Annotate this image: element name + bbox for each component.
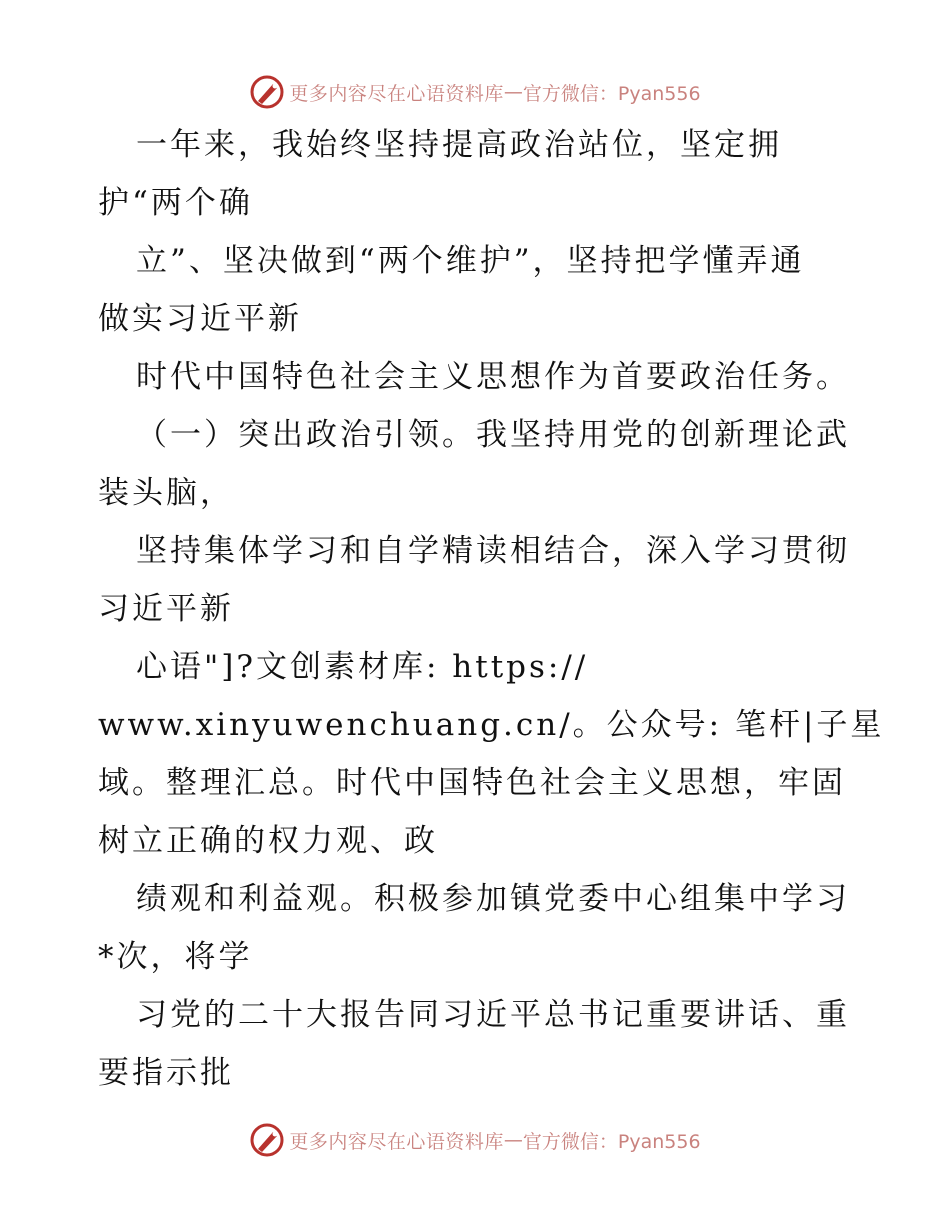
text-line: www.xinyuwenchuang.cn/。公众号: 笔杆|子星 (98, 707, 885, 743)
text-line: 时代中国特色社会主义思想作为首要政治任务。 (136, 359, 850, 395)
header-watermark (0, 72, 950, 112)
footer-watermark (0, 1120, 950, 1160)
text-line: 要指示批 (98, 1055, 234, 1091)
document-body (98, 116, 885, 1102)
text-line: 装头脑， (98, 475, 234, 511)
text-line: 一年来，我始终坚持提高政治站位，坚定拥 (136, 127, 782, 163)
header-text: 更多内容尽在心语资料库 (289, 82, 504, 105)
text-line: 绩观和利益观。积极参加镇党委中心组集中学习 (136, 881, 850, 917)
text-line: 心语"]?文创素材库: https:// (136, 649, 589, 685)
text-line: 做实习近平新 (98, 301, 302, 337)
footer-text: 更多内容尽在心语资料库 (289, 1130, 504, 1153)
text-line: 护“两个确 (98, 185, 253, 221)
pen-logo-icon (249, 1122, 285, 1158)
text-line: 习党的二十大报告同习近平总书记重要讲话、重 (136, 997, 850, 1033)
pen-logo-icon (249, 74, 285, 110)
text-line: *次，将学 (98, 939, 253, 975)
text-line: 习近平新 (98, 591, 234, 627)
text-line: 坚持集体学习和自学精读相结合，深入学习贯彻 (136, 533, 850, 569)
text-line: 域。整理汇总。时代中国特色社会主义思想，牢固 (98, 765, 846, 801)
footer-account: 官方微信：Pyan556 (522, 1130, 701, 1153)
text-line: （一）突出政治引领。我坚持用党的创新理论武 (136, 417, 850, 453)
header-account: 官方微信：Pyan556 (522, 82, 701, 105)
header-separator: — (503, 81, 523, 103)
text-line: 树立正确的权力观、政 (98, 823, 438, 859)
footer-separator: — (503, 1129, 523, 1151)
text-line: 立”、坚决做到“两个维护”，坚持把学懂弄通 (136, 243, 805, 279)
